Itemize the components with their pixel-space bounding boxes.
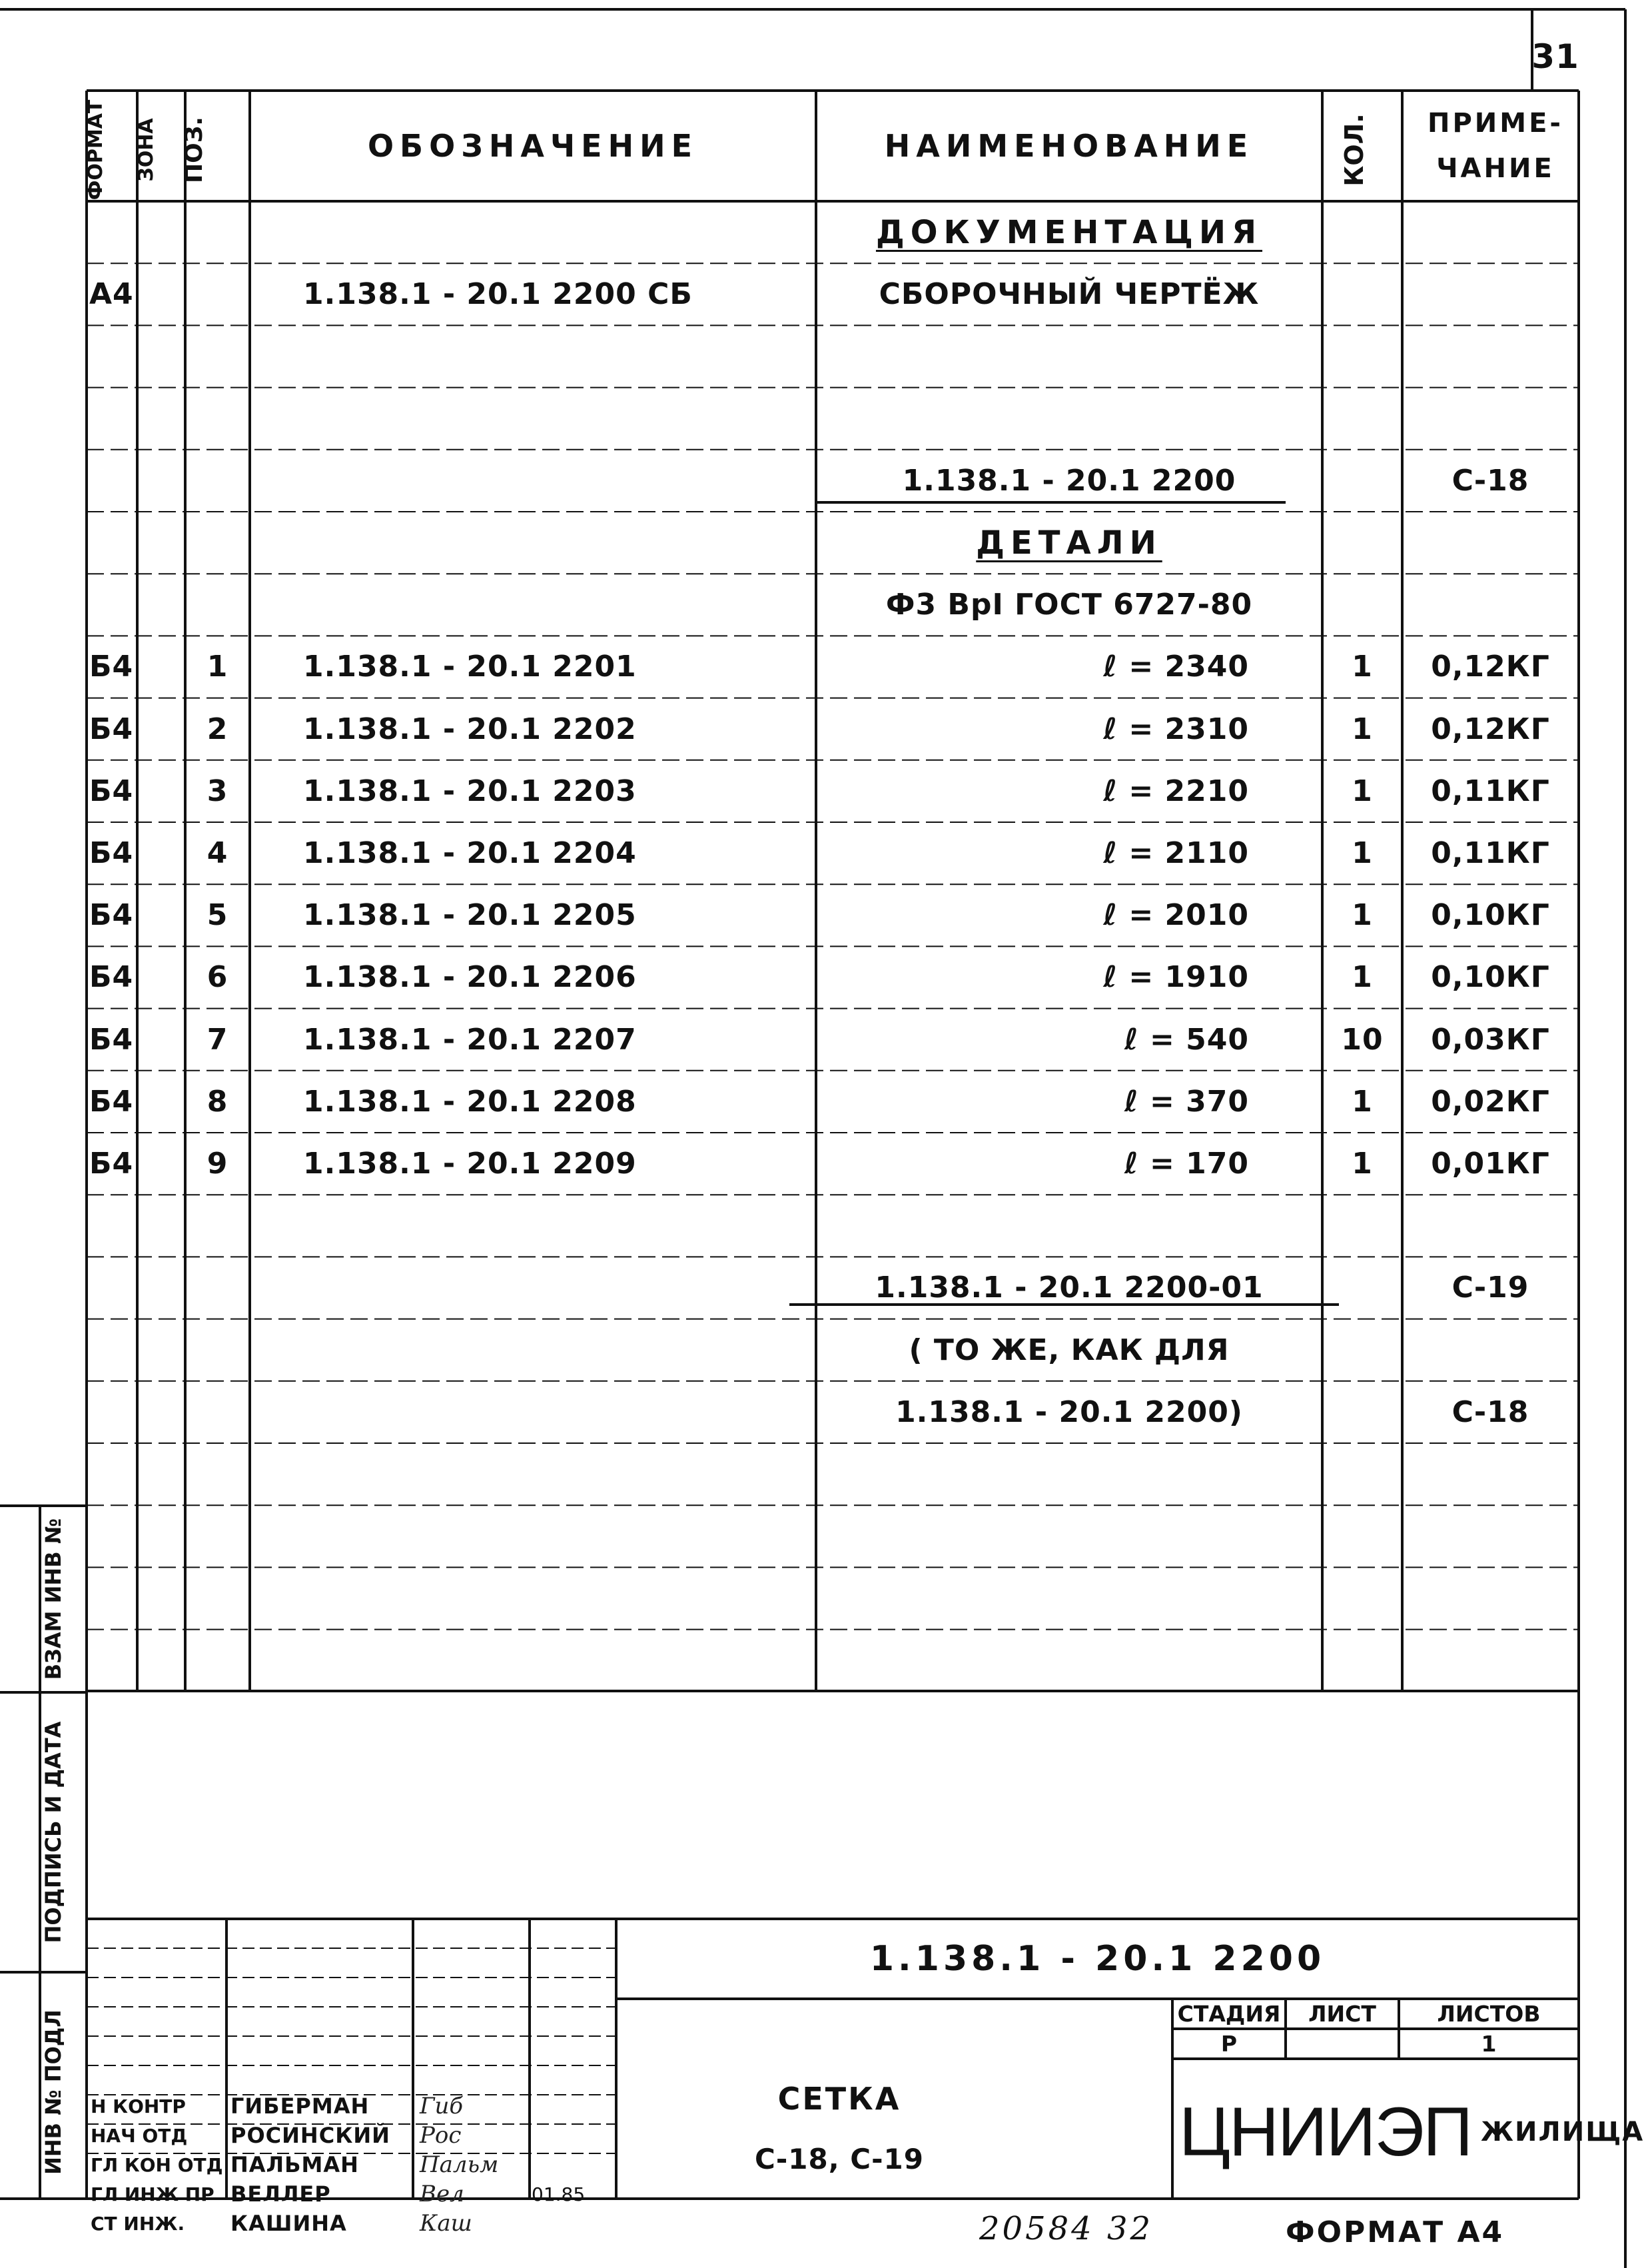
sheet-number: 31 [1531,37,1579,76]
cell-designation: 1.138.1 - 20.1 2209 [303,1147,637,1181]
cell-qty [1322,263,1402,325]
cell-format [87,1195,137,1257]
cell-note: С-18 [1451,1395,1529,1429]
cell-zone [137,1133,185,1195]
signature-role: ГЛ ИНЖ ПР [91,2183,214,2205]
cell-name [816,1443,1322,1505]
cell-zone [137,574,185,636]
cell-pos [185,1567,250,1629]
cell-pos: 8 [206,1084,228,1119]
cell-qty [1322,512,1402,574]
cell-designation [250,574,816,636]
cell-designation [250,450,816,512]
cell-format: Б4 [89,960,134,995]
cell-format [87,1381,137,1443]
cell-qty [1322,1505,1402,1567]
cell-pos [185,201,250,263]
cell-qty [1322,450,1402,512]
cell-note: 0,10КГ [1431,960,1550,995]
cell-qty: 1 [1352,712,1373,746]
cell-name [816,1567,1322,1629]
signature-signature: Пальм [420,2151,499,2178]
cell-name: ℓ = 2010 [1103,898,1249,933]
cell-format: А4 [89,277,134,312]
signature-date [532,2119,616,2152]
cell-pos: 3 [206,774,228,808]
cell-zone [137,698,185,760]
cell-zone [137,1071,185,1133]
cell-zone [137,201,185,263]
cell-zone [137,263,185,325]
cell-name [816,1630,1322,1692]
side-stamp-vzam-inv: ВЗАМ ИНВ № [41,1518,66,1680]
cell-zone [137,1319,185,1381]
cell-zone [137,884,185,946]
cell-pos [185,512,250,574]
cell-zone [137,1009,185,1071]
header-format: ФОРМАТ [83,99,107,201]
cell-qty [1322,1630,1402,1692]
cell-name: ℓ = 1910 [1103,960,1249,995]
cell-note: 0,12КГ [1431,712,1550,746]
cell-name: ℓ = 2110 [1103,836,1249,871]
cell-designation: 1.138.1 - 20.1 2205 [303,898,637,933]
cell-format: Б4 [89,898,134,933]
cell-format [87,201,137,263]
cell-qty [1322,1567,1402,1629]
cell-format: Б4 [89,1084,134,1119]
header-note-line2: ЧАНИЕ [1436,153,1555,184]
cell-name: ℓ = 540 [1124,1022,1249,1057]
cell-note [1402,512,1579,574]
signature-name: ПАЛЬМАН [230,2152,359,2177]
cell-format [87,1630,137,1692]
cell-format [87,574,137,636]
cell-format: Б4 [89,836,134,871]
cell-pos [185,1443,250,1505]
cell-note: 0,03КГ [1431,1022,1550,1057]
signature-role: Н КОНТР [91,2095,186,2117]
cell-note: 0,12КГ [1431,650,1550,684]
cell-note [1402,201,1579,263]
cell-qty: 10 [1341,1022,1384,1057]
signature-signature: Рос [420,2122,462,2149]
side-stamp-podpis-data: ПОДПИСЬ И ДАТА [41,1721,66,1944]
cell-zone [137,512,185,574]
stage-value: Р [1220,2031,1238,2057]
cell-zone [137,1195,185,1257]
cell-designation [250,1195,816,1257]
header-note-line1: ПРИМЕ- [1428,108,1563,139]
cell-qty: 1 [1352,650,1373,684]
cell-pos: 4 [206,836,228,871]
signature-role: НАЧ ОТД [91,2124,188,2147]
cell-pos: 6 [206,960,228,995]
cell-note: С-18 [1451,463,1529,498]
cell-zone [137,450,185,512]
cell-qty [1322,1195,1402,1257]
cell-pos [185,574,250,636]
cell-format: Б4 [89,712,134,746]
cell-qty [1322,201,1402,263]
header-pos: ПОЗ. [180,117,208,183]
cell-designation: 1.138.1 - 20.1 2206 [303,960,637,995]
stage-label: СТАДИЯ [1177,2001,1281,2027]
header-name: НАИМЕНОВАНИЕ [884,128,1254,164]
cell-name: ДЕТАЛИ [976,524,1162,562]
cell-name [816,1505,1322,1567]
cell-zone [137,1257,185,1319]
cell-qty [1322,388,1402,450]
signature-name: ГИБЕРМАН [230,2093,370,2119]
cell-note [1402,1195,1579,1257]
cell-qty: 1 [1352,836,1373,871]
cell-name [816,1195,1322,1257]
cell-designation [250,388,816,450]
cell-pos: 1 [206,650,228,684]
cell-designation: 1.138.1 - 20.1 2200 СБ [303,277,693,312]
cell-note: 0,11КГ [1431,836,1550,871]
cell-pos [185,1319,250,1381]
cell-format [87,512,137,574]
cell-note [1402,1630,1579,1692]
cell-name: ℓ = 2340 [1103,650,1249,684]
cell-zone [137,1567,185,1629]
cell-format: Б4 [89,1022,134,1057]
cell-pos [185,325,250,387]
cell-designation [250,1505,816,1567]
cell-pos: 9 [206,1147,228,1181]
cell-designation: 1.138.1 - 20.1 2203 [303,774,637,808]
signature-date: 01.85 [532,2183,586,2205]
cell-name [816,388,1322,450]
cell-qty [1322,574,1402,636]
document-code: 1.138.1 - 20.1 2200 [869,1939,1326,1979]
format-label: ФОРМАТ А4 [1286,2215,1505,2249]
cell-designation [250,1443,816,1505]
cell-designation: 1.138.1 - 20.1 2201 [303,650,637,684]
cell-designation: 1.138.1 - 20.1 2204 [303,836,637,871]
cell-note [1402,1505,1579,1567]
cell-qty: 1 [1352,774,1373,808]
cell-note [1402,325,1579,387]
header-zone: ЗОНА [134,118,158,182]
cell-qty [1322,1319,1402,1381]
product-marks: С-18, С-19 [755,2142,924,2175]
cell-pos [185,1195,250,1257]
cell-designation: 1.138.1 - 20.1 2202 [303,712,637,746]
cell-note [1402,574,1579,636]
cell-format: Б4 [89,650,134,684]
sheet-value [1286,2029,1399,2059]
signature-name: ВЕЛЛЕР [230,2181,331,2207]
cell-note [1402,388,1579,450]
cell-zone [137,1630,185,1692]
cell-zone [137,636,185,698]
cell-note: С-19 [1451,1271,1529,1305]
cell-zone [137,388,185,450]
sheet-label: ЛИСТ [1308,2001,1376,2027]
cell-name: ℓ = 2210 [1103,774,1249,808]
cell-name: ℓ = 370 [1124,1084,1249,1119]
cell-format [87,1505,137,1567]
cell-pos [185,1257,250,1319]
cell-note: 0,01КГ [1431,1147,1550,1181]
cell-pos [185,1381,250,1443]
organization-rest: ЖИЛИЩА [1481,2117,1645,2147]
cell-pos [185,450,250,512]
cell-note: 0,11КГ [1431,774,1550,808]
cell-qty: 1 [1352,1084,1373,1119]
organization [1179,2072,1645,2192]
cell-zone [137,946,185,1008]
cell-qty: 1 [1352,1147,1373,1181]
signature-signature: Вел [420,2181,464,2207]
cell-format [87,1319,137,1381]
cell-qty: 1 [1352,960,1373,995]
cell-zone [137,1505,185,1567]
signature-signature: Гиб [420,2093,464,2119]
header-designation: ОБОЗНАЧЕНИЕ [367,128,699,164]
cell-qty [1322,1443,1402,1505]
cell-format [87,388,137,450]
signature-name: РОСИНСКИЙ [230,2123,390,2148]
cell-zone [137,325,185,387]
cell-designation [250,201,816,263]
cell-format [87,450,137,512]
cell-name: 1.138.1 - 20.1 2200) [895,1395,1243,1429]
cell-zone [137,1381,185,1443]
cell-designation [250,1381,816,1443]
cell-format: Б4 [89,774,134,808]
header-qty: КОЛ. [1340,113,1369,187]
signature-date [532,2207,616,2240]
cell-qty [1322,1381,1402,1443]
signature-signature: Каш [420,2210,472,2237]
cell-pos: 2 [206,712,228,746]
cell-zone [137,760,185,822]
cell-note [1402,1319,1579,1381]
cell-qty: 1 [1352,898,1373,933]
cell-designation [250,1257,816,1319]
cell-name: 1.138.1 - 20.1 2200 [902,463,1236,498]
side-stamp-inv-podl: ИНВ № ПОДЛ [41,2009,66,2175]
cell-format [87,325,137,387]
cell-note [1402,1567,1579,1629]
cell-note [1402,263,1579,325]
cell-qty [1322,325,1402,387]
cell-designation [250,1630,816,1692]
cell-note: 0,10КГ [1431,898,1550,933]
cell-pos [185,388,250,450]
cell-format: Б4 [89,1147,134,1181]
signature-name: КАШИНА [230,2211,347,2236]
cell-name: 1.138.1 - 20.1 2200-01 [875,1271,1264,1305]
cell-designation [250,1319,816,1381]
cell-pos [185,1630,250,1692]
cell-name: СБОРОЧНЫЙ ЧЕРТЁЖ [879,277,1260,312]
cell-note: 0,02КГ [1431,1084,1550,1119]
sheets-value: 1 [1481,2031,1497,2057]
cell-designation: 1.138.1 - 20.1 2207 [303,1022,637,1057]
cell-designation [250,1567,816,1629]
cell-pos [185,263,250,325]
product-name: СЕТКА [777,2081,901,2117]
sheets-label: ЛИСТОВ [1437,2001,1541,2027]
cell-format [87,1257,137,1319]
cell-name: Ф3 ВрI ГОСТ 6727-80 [885,588,1253,622]
cell-designation [250,512,816,574]
archive-number: 20584 32 [979,2210,1154,2247]
cell-name: ℓ = 170 [1124,1147,1249,1181]
cell-qty [1322,1257,1402,1319]
cell-zone [137,822,185,884]
cell-pos: 5 [206,898,228,933]
cell-format [87,1443,137,1505]
cell-designation: 1.138.1 - 20.1 2208 [303,1084,637,1119]
cell-name: ℓ = 2310 [1103,712,1249,746]
signature-role: СТ ИНЖ. [91,2212,185,2235]
cell-format [87,1567,137,1629]
cell-note [1402,1443,1579,1505]
organization-brand: ЦНИИЭП [1179,2093,1472,2171]
cell-designation [250,325,816,387]
cell-zone [137,1443,185,1505]
cell-name [816,325,1322,387]
signature-date [532,2148,616,2181]
cell-name: ( ТО ЖЕ, КАК ДЛЯ [909,1333,1230,1367]
signature-date [532,2089,616,2123]
cell-pos [185,1505,250,1567]
cell-pos: 7 [206,1022,228,1057]
signature-role: ГЛ КОН ОТД [91,2153,223,2176]
cell-name: ДОКУМЕНТАЦИЯ [875,213,1263,251]
